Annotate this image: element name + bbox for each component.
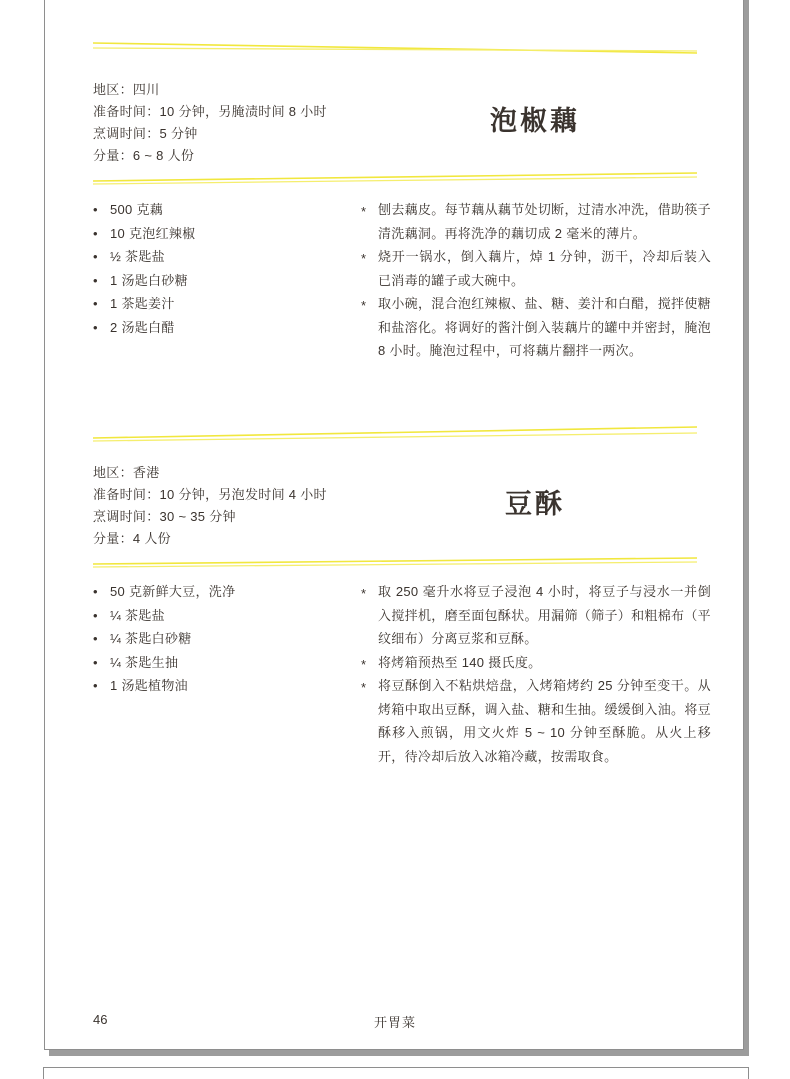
recipe-servings: 分量：6 ~ 8 人份 (93, 148, 195, 163)
recipe-title: 泡椒藕 (490, 106, 580, 136)
recipe-meta (93, 462, 327, 550)
section-footer: 开胃菜 (373, 1015, 416, 1030)
step-item: * 刨去藕皮。每节藕从藕节处切断，过清水冲洗，借助筷子清洗藕洞。再将洗净的藕切成 2 毫米的薄片。 (360, 198, 711, 245)
ingredient-item: • 10 克泡红辣椒 (93, 222, 353, 246)
recipe-meta (93, 79, 327, 167)
step-item: * 烧开一锅水，倒入藕片，焯 1 分钟，沥干，冷却后装入已消毒的罐子或大碗中。 (360, 245, 711, 292)
ingredient-list (93, 198, 353, 339)
recipe-prep-time: 准备时间：10 分钟，另泡发时间 4 小时 (93, 487, 327, 502)
step-list (360, 580, 711, 768)
ingredient-list (93, 580, 353, 698)
recipe-cook-time: 烹调时间：5 分钟 (93, 126, 198, 141)
recipe-title: 豆酥 (505, 489, 565, 519)
recipe-cook-time: 烹调时间：30 ~ 35 分钟 (93, 509, 236, 524)
ingredient-item: • ½ 茶匙盐 (93, 245, 353, 269)
step-item: * 将豆酥倒入不粘烘焙盘，入烤箱烤约 25 分钟至变干。从烤箱中取出豆酥，调入盐、糖和生抽。缓缓倒入油。将豆酥移入煎锅，用文火炸 5 ~ 10 分钟至酥脆。从火上移开，待冷却后放入冰箱冷藏，按需取食。 (360, 674, 711, 768)
ingredient-item: • 500 克藕 (93, 198, 353, 222)
recipe-servings: 分量：4 人份 (93, 531, 171, 546)
ingredient-item: • 1 汤匙白砂糖 (93, 269, 353, 293)
page-number: 46 (93, 1012, 108, 1027)
yellow-divider (93, 170, 697, 186)
step-list (360, 198, 711, 363)
yellow-divider (93, 554, 697, 570)
ingredient-item: • 2 汤匙白醋 (93, 316, 353, 340)
step-item: * 将烤箱预热至 140 摄氏度。 (360, 651, 711, 675)
recipe-prep-time: 准备时间：10 分钟，另腌渍时间 8 小时 (93, 104, 327, 119)
recipe-region: 地区：香港 (93, 465, 160, 480)
ingredient-item: • ¼ 茶匙生抽 (93, 651, 353, 675)
recipe-region: 地区：四川 (93, 82, 160, 97)
yellow-divider (93, 40, 697, 56)
step-item: * 取 250 毫升水将豆子浸泡 4 小时，将豆子与浸水一并倒入搅拌机，磨至面包酥状。用漏筛（筛子）和粗棉布（平纹细布）分离豆浆和豆酥。 (360, 580, 711, 651)
ingredient-item: • 1 茶匙姜汁 (93, 292, 353, 316)
yellow-divider (93, 425, 697, 441)
ingredient-item: • ¼ 茶匙白砂糖 (93, 627, 353, 651)
ingredient-item: • 1 汤匙植物油 (93, 674, 353, 698)
next-page-edge (43, 1067, 749, 1079)
book-page (44, 0, 744, 1050)
step-item: * 取小碗，混合泡红辣椒、盐、糖、姜汁和白醋，搅拌使糖和盐溶化。将调好的酱汁倒入装藕片的罐中并密封，腌泡 8 小时。腌泡过程中，可将藕片翻拌一两次。 (360, 292, 711, 363)
ingredient-item: • 50 克新鲜大豆，洗净 (93, 580, 353, 604)
ingredient-item: • ¼ 茶匙盐 (93, 604, 353, 628)
